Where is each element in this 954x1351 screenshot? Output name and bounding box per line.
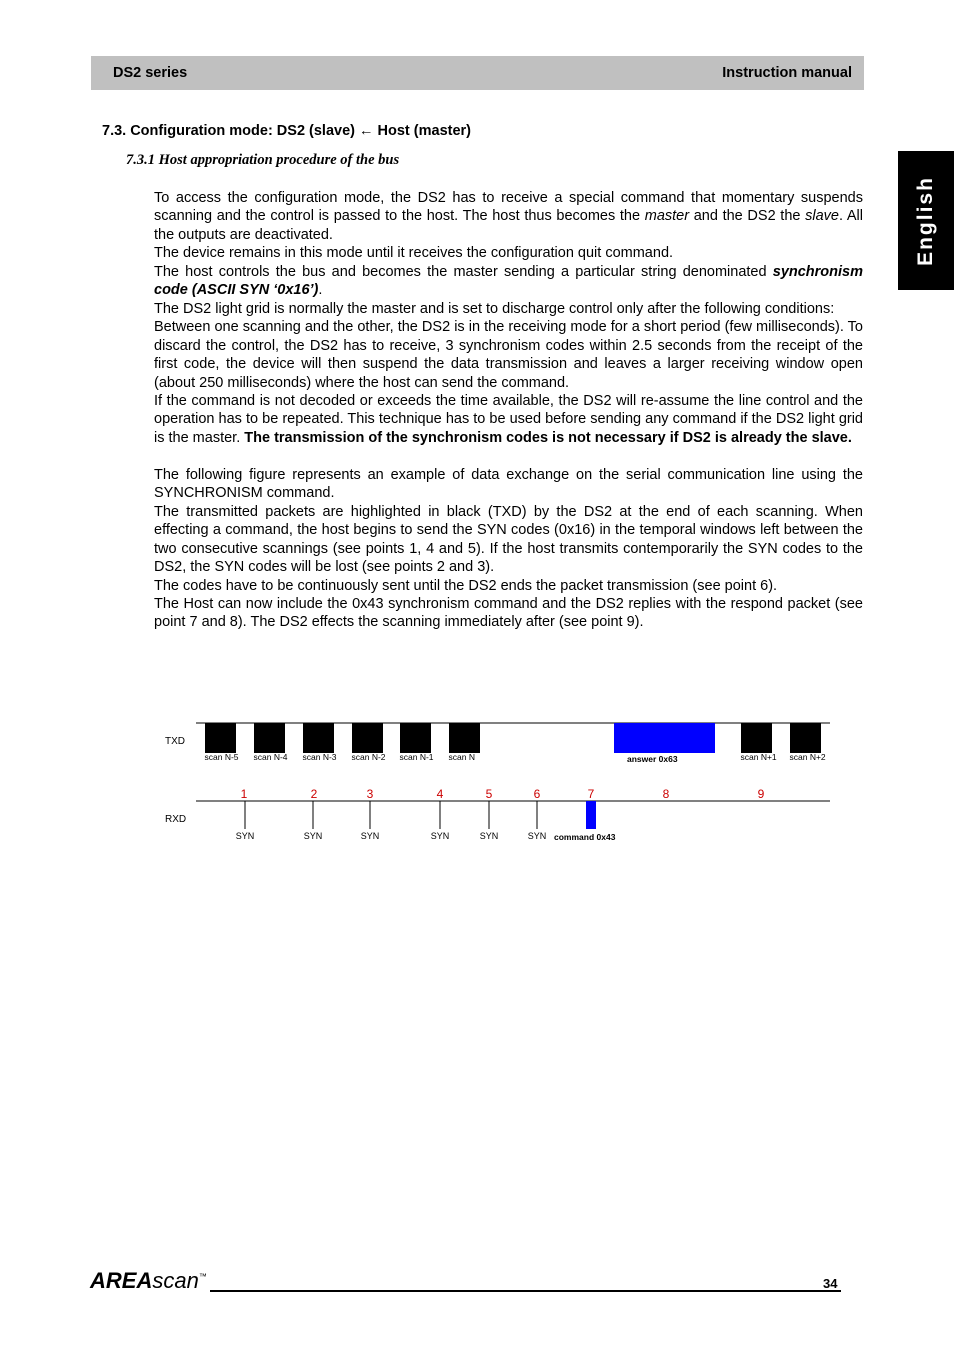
scan-label: scan N xyxy=(448,752,475,762)
point-number: 1 xyxy=(240,787,248,801)
trademark-symbol: ™ xyxy=(198,1272,207,1281)
emphasis-slave: slave xyxy=(805,208,839,225)
scan-label: scan N-4 xyxy=(253,752,288,762)
point-number: 6 xyxy=(533,787,541,801)
subsection-title: 7.3.1 Host appropriation procedure of the bus xyxy=(126,152,400,168)
rxd-label: RXD xyxy=(165,814,187,825)
scan-packet xyxy=(303,723,334,753)
syn-label: SYN xyxy=(527,831,547,841)
scan-packet xyxy=(352,723,383,753)
areascan-logo: AREAscan™ xyxy=(90,1268,207,1293)
point-number: 3 xyxy=(366,787,374,801)
answer-label: answer 0x63 xyxy=(627,754,678,764)
scan-packet xyxy=(254,723,285,753)
paragraph: The Host can now include the 0x43 synchronism command and the DS2 replies with the respond packet (see point 7 and 8). The DS2 effects the scanning immediately after (see point 9). xyxy=(154,595,863,631)
command-label: command 0x43 xyxy=(554,832,616,842)
paragraph: The transmitted packets are highlighted in black (TXD) by the DS2 at the end of each scanning. When effecting a command, the host begins to send the SYN codes (0x16) in the temporal windows left between the two consecutive scannings (see points 1, 4 and 5). If the host transmits contemporarily the SYN codes to the DS2, the SYN codes will be lost (see points 2 and 3). xyxy=(154,503,863,576)
syn-label: SYN xyxy=(235,831,255,841)
syn-label: SYN xyxy=(479,831,499,841)
header-manual-type: Instruction manual xyxy=(722,65,852,81)
scan-packet xyxy=(741,723,772,753)
scan-label: scan N-2 xyxy=(351,752,386,762)
answer-packet xyxy=(614,723,715,753)
syn-label: SYN xyxy=(303,831,323,841)
paragraph: The host controls the bus and becomes the master sending a particular string denominated synchronism code (ASCII SYN ‘0x16’). xyxy=(154,263,863,299)
paragraph-gap xyxy=(154,447,863,465)
txd-label: TXD xyxy=(165,736,185,747)
paragraph: If the command is not decoded or exceeds the time available, the DS2 will re-assume the line control and the operation has to be repeated. This technique has to be used before sending any command if the DS2 light grid is the master. The transmission of the synchronism codes is not necessary if DS2 is already the slave. xyxy=(154,392,863,446)
section-title: 7.3. Configuration mode: DS2 (slave) ← Host (master) xyxy=(102,123,472,139)
point-number: 8 xyxy=(662,787,670,801)
scan-label: scan N-3 xyxy=(302,752,337,762)
scan-label: scan N-5 xyxy=(204,752,239,762)
point-number: 5 xyxy=(485,787,493,801)
scan-packet xyxy=(400,723,431,753)
scan-packet xyxy=(205,723,236,753)
paragraph: The following figure represents an example of data exchange on the serial communication line using the SYNCHRONISM command. xyxy=(154,466,863,502)
scan-label: scan N+1 xyxy=(740,752,777,762)
header-series: DS2 series xyxy=(113,65,188,81)
timing-diagram xyxy=(155,712,845,852)
emphasis-master: master xyxy=(644,208,690,225)
body-text xyxy=(154,189,863,632)
paragraph: The DS2 light grid is normally the master and is set to discharge control only after the following conditions: xyxy=(154,300,835,317)
command-packet xyxy=(586,801,596,829)
paragraph: To access the configuration mode, the DS2 has to receive a special command that momentary suspends scanning and the control is passed to the host. The host thus becomes the master and the DS2 the slave. All the outputs are deactivated. xyxy=(154,190,863,243)
scan-label: scan N+2 xyxy=(789,752,826,762)
scan-label: scan N-1 xyxy=(399,752,434,762)
syn-label: SYN xyxy=(360,831,380,841)
paragraph: Between one scanning and the other, the DS2 is in the receiving mode for a short period (few milliseconds). To discard the control, the DS2 has to receive, 3 synchronism codes within 2.5 seconds from the receipt of the first code, the device will then suspend the data transmission and leaves a larger receiving window open (about 250 milliseconds) where the host can send the command. xyxy=(154,319,863,391)
paragraph: The codes have to be continuously sent until the DS2 ends the packet transmission (see point 6). xyxy=(154,577,778,594)
syn-label: SYN xyxy=(430,831,450,841)
paragraph: The device remains in this mode until it receives the configuration quit command. xyxy=(154,245,674,262)
point-number: 7 xyxy=(587,787,595,801)
point-number: 9 xyxy=(757,787,765,801)
language-tab xyxy=(898,151,954,290)
point-number: 2 xyxy=(310,787,318,801)
footer-rule xyxy=(210,1290,841,1292)
page-number: 34 xyxy=(823,1276,838,1291)
scan-packet xyxy=(449,723,480,753)
page-header xyxy=(91,56,864,90)
emphasis-sync-code: synchronism code (ASCII SYN ‘0x16’) xyxy=(154,263,863,299)
scan-packet xyxy=(790,723,821,753)
language-tab-label: English xyxy=(914,175,937,266)
point-number: 4 xyxy=(436,787,444,801)
emphasis-note: The transmission of the synchronism codes is not necessary if DS2 is already the slave. xyxy=(244,429,852,446)
